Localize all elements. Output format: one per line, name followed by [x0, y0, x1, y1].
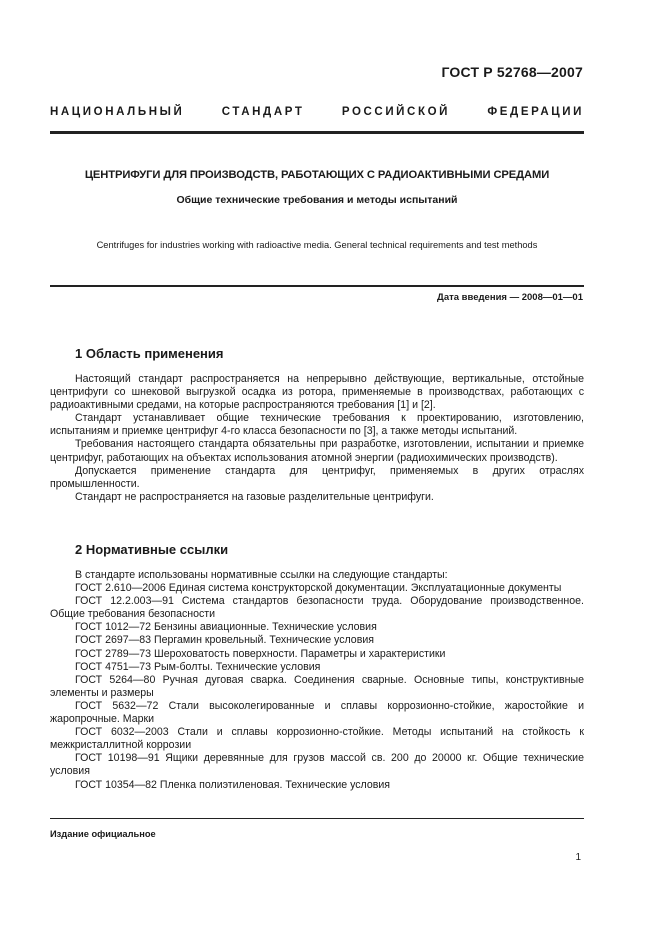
- section-1-heading: 1 Область применения: [75, 346, 224, 361]
- paragraph: Настоящий стандарт распространяется на непрерывно действующие, вертикальные, отстойные центрифуги со шнековой выгрузкой осадка из ротора, применяемые в производствах, работающих с радиоактивными средами, на которые распространяются требования [1] и [2].: [50, 373, 584, 412]
- reference-item: ГОСТ 2789—73 Шероховатость поверхности. Параметры и характеристики: [75, 647, 446, 660]
- reference-item: ГОСТ 6032—2003 Стали и сплавы коррозионно-стойкие. Методы испытаний на стойкость к межкристаллитной коррозии: [50, 726, 584, 752]
- reference-item: ГОСТ 10198—91 Ящики деревянные для грузов массой св. 200 до 20000 кг. Общие технические условия: [50, 752, 584, 778]
- national-standard-banner: НАЦИОНАЛЬНЫЙ СТАНДАРТ РОССИЙСКОЙ ФЕДЕРАЦИИ: [50, 106, 584, 118]
- paragraph: Требования настоящего стандарта обязательны при разработке, изготовлении, испытании и приемке центрифуг, работающих на объектах использования атомной энергии (радиохимических производств).: [50, 438, 584, 464]
- reference-item: ГОСТ 1012—72 Бензины авиационные. Технические условия: [75, 621, 377, 634]
- footer-rule: [50, 818, 584, 819]
- reference-item: ГОСТ 2697—83 Пергамин кровельный. Технические условия: [75, 634, 374, 647]
- reference-item: ГОСТ 4751—73 Рым-болты. Технические условия: [75, 660, 321, 673]
- reference-item: ГОСТ 5264—80 Ручная дуговая сварка. Соединения сварные. Основные типы, конструктивные элементы и размеры: [50, 673, 584, 699]
- page-number: 1: [575, 852, 581, 863]
- reference-item: ГОСТ 12.2.003—91 Система стандартов безопасности труда. Оборудование производственное. Общие требования безопасности: [50, 595, 584, 621]
- references-intro: В стандарте использованы нормативные ссылки на следующие стандарты:: [75, 569, 448, 581]
- reference-item: ГОСТ 5632—72 Стали высоколегированные и сплавы коррозионно-стойкие, жаростойкие и жаропрочные. Марки: [50, 699, 584, 726]
- section-1-body: [50, 373, 584, 504]
- document-subtitle: Общие технические требования и методы испытаний: [176, 194, 458, 206]
- section-2-body: [50, 569, 584, 792]
- paragraph: Стандарт не распространяется на газовые разделительные центрифуги.: [75, 490, 434, 503]
- section-2-heading: 2 Нормативные ссылки: [75, 542, 229, 557]
- document-id: ГОСТ Р 52768—2007: [441, 64, 583, 80]
- introduction-date: Дата введения — 2008—01—01: [437, 292, 583, 303]
- paragraph: Стандарт устанавливает общие технические требования к проектированию, изготовлению, испытаниям и приемке центрифуг 4-го класса безопасности по [3], а также методы испытаний.: [50, 412, 584, 438]
- document-title: ЦЕНТРИФУГИ ДЛЯ ПРОИЗВОДСТВ, РАБОТАЮЩИХ С РАДИОАКТИВНЫМИ СРЕДАМИ: [84, 169, 550, 181]
- header-rule: [50, 131, 584, 134]
- paragraph: Допускается применение стандарта для центрифуг, применяемых в других отраслях промышленности.: [50, 464, 584, 490]
- reference-item: ГОСТ 2.610—2006 Единая система конструкторской документации. Эксплуатационные документы: [75, 582, 562, 595]
- official-edition-label: Издание официальное: [50, 829, 156, 839]
- reference-item: ГОСТ 10354—82 Пленка полиэтиленовая. Технические условия: [75, 778, 391, 791]
- english-title: Centrifuges for industries working with radioactive media. General technical requirements and test methods: [96, 240, 538, 250]
- title-rule: [50, 285, 584, 287]
